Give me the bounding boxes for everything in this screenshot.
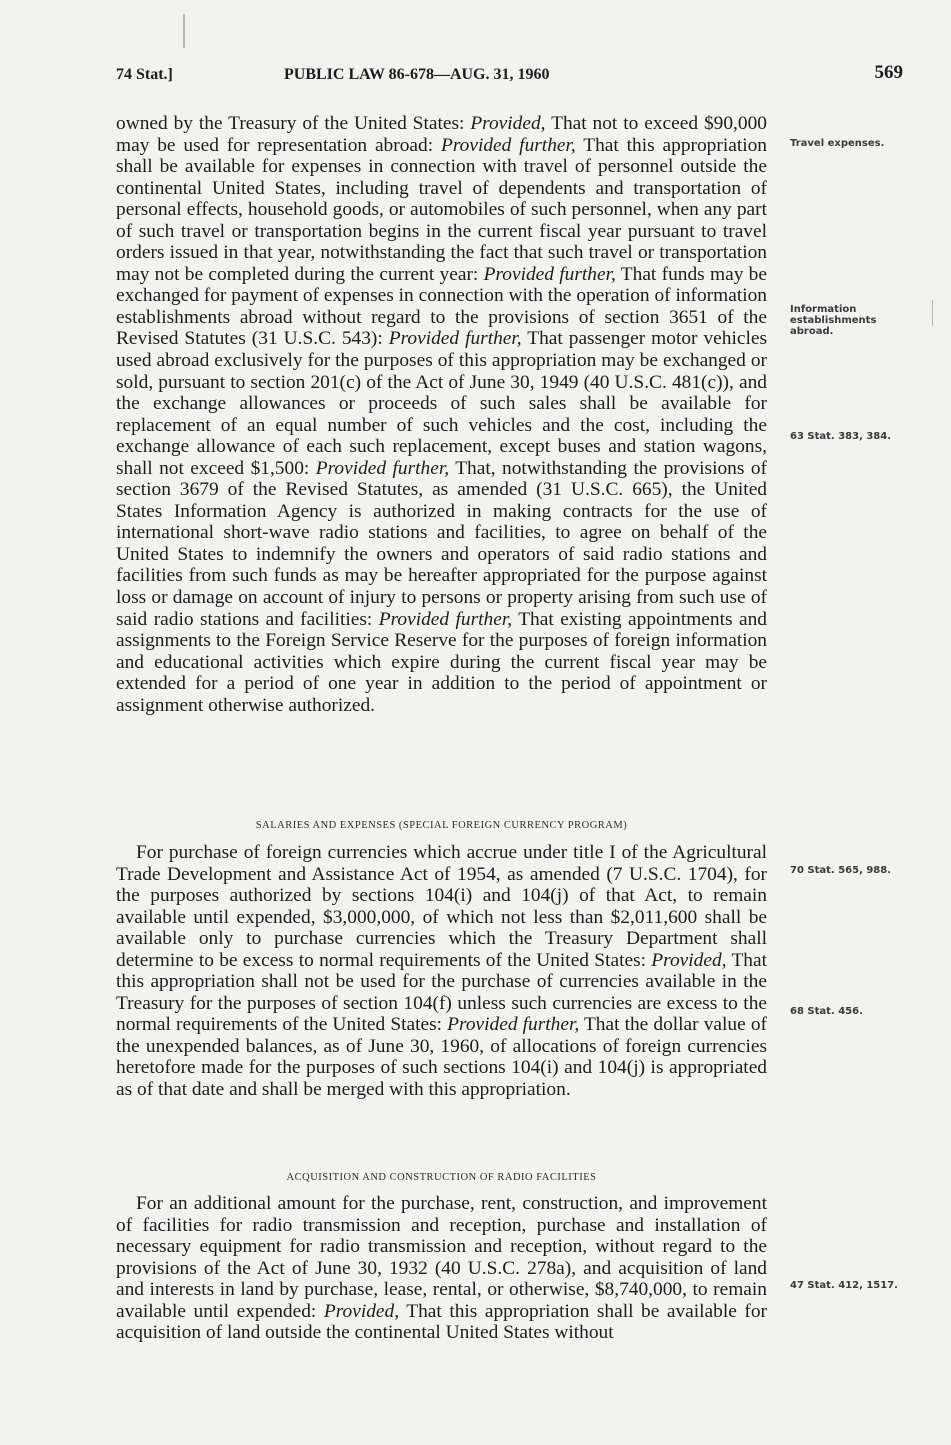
margin-note-63-stat: 63 Stat. 383, 384. <box>790 431 892 442</box>
scan-artifact-line <box>932 300 933 326</box>
proviso-text: Provided further, <box>388 328 522 350</box>
scan-artifact-line <box>183 14 185 48</box>
proviso-text: Provided further, <box>378 608 513 630</box>
text-run: That this appropriation shall be available for acquisition of land outside the continental United States without <box>116 1300 768 1344</box>
paragraph <box>116 1193 767 1344</box>
text-run: owned by the Treasury of the United States: <box>116 113 471 134</box>
text-run: That, notwithstanding the provisions of section 3679 of the Revised Statutes, as amended (31 U.S.C. 665), the United States Information Agency is authorized in making contracts for the use of international short-wave radio stations and facilities, to agree on behalf of the United States to indemnify the owners and operators of said radio stations and facilities from such funds as may be hereafter appropriated for the purpose against loss or damage on account of injury to persons or property arising from such use of said radio stations and facilities: <box>116 457 767 630</box>
body-section-2 <box>116 842 767 1101</box>
proviso-text: Provided further, <box>483 263 616 285</box>
margin-note-travel-expenses: Travel expenses. <box>790 138 885 149</box>
text-run: That not to exceed $90,000 may be used for representation abroad: <box>116 113 767 156</box>
statute-volume: 74 Stat.] <box>116 66 173 83</box>
text-run: That passenger motor vehicles used abroad exclusively for the purposes of this appropriation may be exchanged or sold, pursuant to section 201(c) of the Act of June 30, 1949 (40 U.S.C. 481(c)), and the exchange allowances or proceeds of such sales shall be available for replacement of an equal number of such vehicles and the cost, including the exchange allowance of each such replacement, except buses and station wagons, shall not exceed $1,500: <box>116 328 767 479</box>
margin-note-70-stat: 70 Stat. 565, 988. <box>790 865 892 876</box>
text-run: For purchase of foreign currencies which accrue under title I of the Agricultural Trade Development and Assistance Act of 1954, as amended (7 U.S.C. 1704), for the purposes authorized by sections 104(i) and 104(j) of that Act, to remain available until expended, $3,000,000, of which not less than $2,011,600 shall be available only to purchase currencies which the Treasury Department shall determine to be excess to normal requirements of the United States: <box>116 842 767 971</box>
text-run: That existing appointments and assignments to the Foreign Service Reserve for the purposes of foreign information and educational activities which expire during the current fiscal year may be extended for a period of one year in addition to the period of appointment or assignment otherwise authorized. <box>116 608 767 716</box>
proviso-text: Provided, <box>470 113 546 134</box>
page-number: 569 <box>874 62 903 83</box>
paragraph <box>116 842 767 1101</box>
margin-note-information-establishments: Information establishments abroad. <box>790 304 877 337</box>
text-run: That the dollar value of the unexpended balances, as of June 30, 1960, of allocations of foreign currencies heretofore made for the purposes of such sections 104(i) and 104(j) is appropriated as of that date and shall be merged with this appropriation. <box>116 1014 767 1101</box>
proviso-text: Provided, <box>651 949 727 971</box>
section-heading-special-currency: SALARIES AND EXPENSES (SPECIAL FOREIGN CURRENCY PROGRAM) <box>255 820 628 831</box>
text-run: That funds may be exchanged for payment of expenses in connection with the operation of information establishments abroad without regard to the provisions of section 3651 of the Revised Statutes (31 U.S.C. 543): <box>116 263 767 350</box>
text-run: That this appropriation shall not be used for the purchase of currencies available in the Treasury for the purposes of section 104(f) unless such currencies are excess to the normal requirements of the United States: <box>116 949 767 1036</box>
proviso-text: Provided further, <box>447 1014 580 1036</box>
proviso-text: Provided further, <box>315 457 450 479</box>
public-law-title: PUBLIC LAW 86-678—AUG. 31, 1960 <box>284 66 550 83</box>
proviso-text: Provided, <box>323 1300 400 1322</box>
section-heading-radio-facilities: ACQUISITION AND CONSTRUCTION OF RADIO FACILITIES <box>286 1172 597 1183</box>
body-section-1 <box>116 113 767 716</box>
text-run: That this appropriation shall be available for expenses in connection with travel of personnel outside the continental United States, including travel of dependents and transportation of personal effects, household goods, or automobiles of such personnel, when any part of such travel or transportation begins in the current fiscal year pursuant to travel orders issued in that year, notwithstanding the fact that such travel or transportation may not be completed during the current year: <box>116 134 767 285</box>
body-section-3 <box>116 1193 767 1344</box>
page-header <box>116 62 903 90</box>
proviso-text: Provided further, <box>440 134 576 156</box>
text-run: For an additional amount for the purchase, rent, construction, and improvement of facilities for radio transmission and reception, purchase and installation of necessary equipment for radio transmission and reception, without regard to the provisions of the Act of June 30, 1932 (40 U.S.C. 278a), and acquisition of land and interests in land by purchase, lease, rental, or otherwise, $8,740,000, to remain available until expended: <box>116 1193 767 1322</box>
paragraph <box>116 113 767 716</box>
margin-note-47-stat: 47 Stat. 412, 1517. <box>790 1280 898 1291</box>
margin-note-68-stat: 68 Stat. 456. <box>790 1006 863 1017</box>
